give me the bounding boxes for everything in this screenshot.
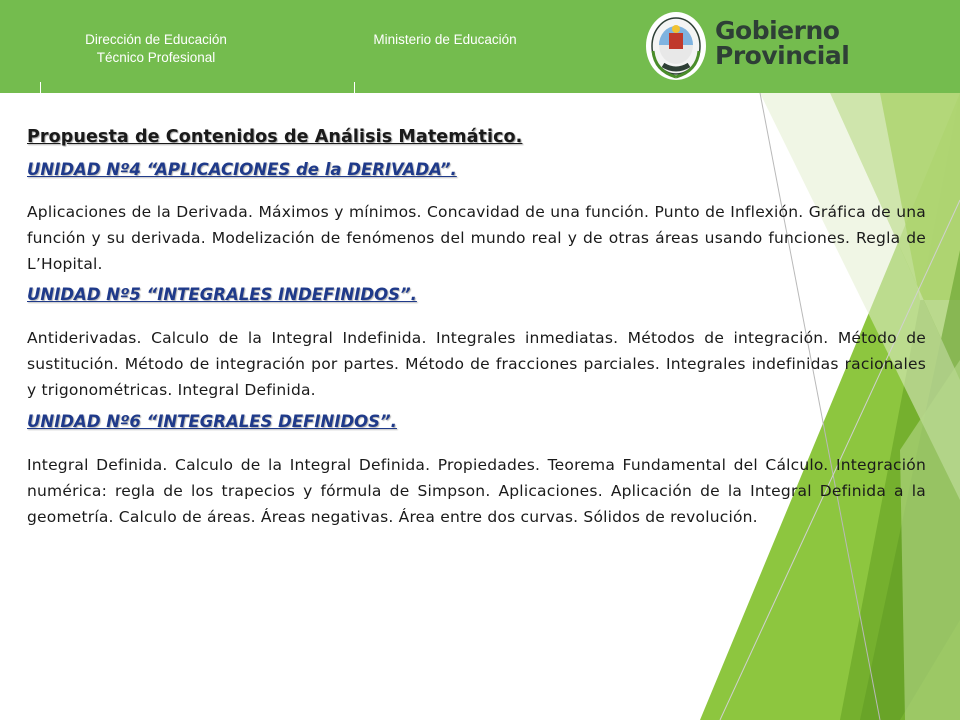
unit-5-text: Antiderivadas. Calculo de la Integral Indefinida. Integrales inmediatas. Métodos de integración. Método de sustitución. Método de integración por partes. Método de fracciones parciales. Integrales indefinidas racionales y trigonométricas. Integral Definida. [27,329,926,399]
ministry-name: Ministerio de Educación [373,32,517,47]
unit-5-heading: UNIDAD Nº5 “INTEGRALES INDEFINIDOS”. [27,285,417,304]
department-line-1: Dirección de Educación [85,32,227,47]
header-tick-center [354,82,355,93]
header-tick-left [40,82,41,93]
logo-line-1: Gobierno [715,16,840,45]
page-title: Propuesta de Contenidos de Análisis Matemático. [27,127,523,147]
department-name [40,31,272,67]
unit-6-text: Integral Definida. Calculo de la Integral Definida. Propiedades. Teorema Fundamental del Cálculo. Integración numérica: regla de los trapecios y fórmula de Simpson. Aplicaciones. Aplicación de la Integral Definida a la geometría. Calculo de áreas. Áreas negativas. Área entre dos curvas. Sólidos de revolución. [27,456,926,526]
unit-6-heading: UNIDAD Nº6 “INTEGRALES DEFINIDOS”. [27,412,397,431]
department-line-2: Técnico Profesional [96,50,216,65]
gobierno-provincial-wordmark [715,18,849,68]
logo-line-2: Provincial [715,41,850,70]
corrientes-seal-icon [645,11,707,81]
government-logo [645,10,850,84]
unit-4-text: Aplicaciones de la Derivada. Máximos y mínimos. Concavidad de una función. Punto de Inflexión. Gráfica de una función y su derivada. Modelización de fenómenos del mundo real y de otras áreas usando funciones. Regla de L’Hopital. [27,203,926,273]
document-content [27,127,926,530]
unit-4-heading: UNIDAD Nº4 “APLICACIONES de la DERIVADA”. [27,160,457,179]
header-bar [0,0,960,93]
